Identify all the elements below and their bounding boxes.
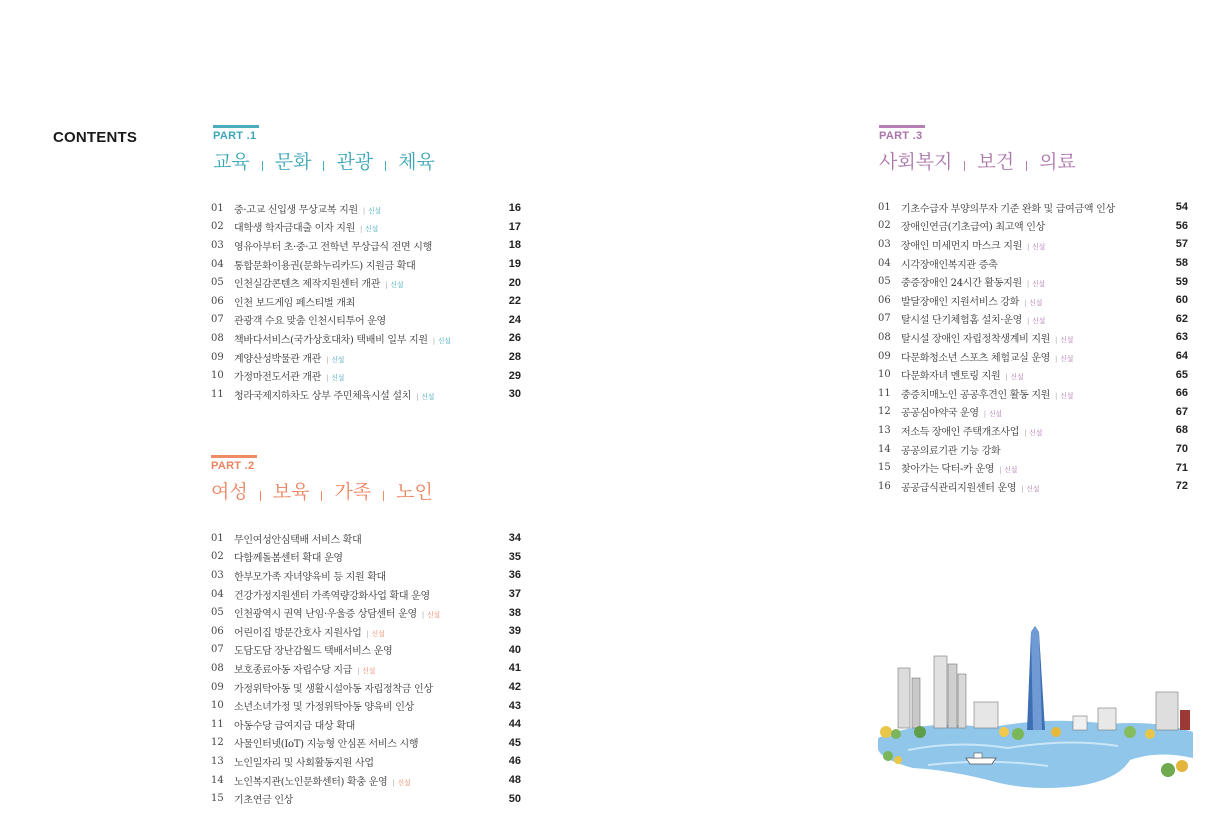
toc-item-page: 37 [508,588,521,601]
toc-item [878,272,1188,291]
toc-item-title [234,219,491,234]
toc-item-number: 11 [878,387,891,399]
part-1-accent-bar [213,125,259,128]
toc-item [211,548,521,567]
toc-item-page: 56 [1175,219,1188,232]
part-2-word-2: 보육 [272,481,310,503]
part-3-word-3: 의료 [1039,151,1076,173]
toc-item-page: 30 [508,388,521,401]
toc-item-title [234,549,491,564]
toc-item-number: 04 [878,257,891,269]
toc-item [211,734,521,753]
new-badge: | 신설 [1027,317,1045,325]
toc-item-title-text: 소년소녀가정 및 가정위탁아동 양육비 인상 [234,702,414,714]
new-badge: | 신설 [392,779,410,787]
toc-item [211,255,521,274]
toc-item-title-text: 노인일자리 및 사회활동지원 사업 [234,757,374,769]
toc-item-number: 04 [211,258,224,270]
toc-item-title-text: 무인여성안심택배 서비스 확대 [234,534,362,546]
toc-item-title-text: 영유아부터 초·중·고 전학년 무상급식 전면 시행 [234,241,432,253]
toc-item-number: 02 [878,220,891,232]
toc-item-title-text: 아동수당 급여지급 대상 확대 [234,720,355,732]
part-title-divider [262,161,263,171]
toc-item-title [901,274,1158,289]
toc-item-title-text: 사물인터넷(IoT) 지능형 안심폰 서비스 시행 [234,739,419,751]
toc-item-title-text: 보호종료아동 자립수당 지급 [234,664,353,676]
toc-item-title-text: 대학생 학자금대출 이자 지원 [234,223,355,235]
part-3-accent-bar [879,125,925,128]
toc-item-page: 54 [1175,201,1188,214]
toc-item-page: 63 [1175,331,1188,344]
toc-item-page: 20 [508,276,521,289]
toc-item [878,347,1188,366]
toc-item-title [901,293,1158,308]
part-2-label: PART .2 [211,460,255,472]
new-badge: | 신설 [1005,373,1023,381]
new-badge: | 신설 [999,466,1017,474]
toc-item [878,328,1188,347]
toc-item [211,678,521,697]
toc-item-title-text: 인천광역시 권역 난임·우울증 상담센터 운영 [234,609,417,621]
toc-item-page: 46 [508,755,521,768]
toc-item-title [234,661,491,676]
toc-item-page: 16 [508,202,521,215]
toc-item-page: 64 [1175,350,1188,363]
toc-item [211,329,521,348]
toc-item-page: 43 [508,699,521,712]
toc-item-number: 13 [211,755,224,767]
toc-item-title [234,312,491,327]
new-badge: | 신설 [363,207,381,215]
toc-item-page: 48 [508,774,521,787]
toc-item-number: 09 [211,351,224,363]
city-skyline-illustration [868,620,1198,795]
new-badge: | 신설 [1021,485,1039,493]
toc-item [878,365,1188,384]
toc-item-title-text: 인천실감콘텐츠 제작지원센터 개관 [234,279,381,291]
toc-item-page: 72 [1175,480,1188,493]
toc-item-title-text: 인천 보드게임 페스티벌 개최 [234,297,355,309]
toc-item-number: 15 [211,793,224,805]
part-2-word-3: 가족 [334,481,372,503]
toc-item-title-text: 장애인 미세먼지 마스크 지원 [901,240,1022,252]
toc-item-page: 66 [1175,387,1188,400]
toc-item-page: 29 [508,369,521,382]
toc-item-title [234,773,491,788]
toc-item [878,235,1188,254]
toc-item-page: 65 [1175,368,1188,381]
toc-item-title-text: 다문화청소년 스포츠 체험교실 운영 [901,352,1051,364]
toc-item-title [234,350,491,365]
toc-item-number: 05 [211,277,224,289]
toc-item-page: 40 [508,643,521,656]
part-1-word-2: 문화 [274,151,312,173]
toc-item-page: 70 [1175,443,1188,456]
toc-item [211,696,521,715]
toc-item [211,752,521,771]
new-badge: | 신설 [366,630,384,638]
toc-item [878,477,1188,496]
toc-item-title-text: 저소득 장애인 주택개조사업 [901,426,1020,438]
part-2-header [211,455,433,504]
toc-item-title [234,257,491,272]
part-3-header [879,125,1076,174]
toc-item-number: 08 [211,662,224,674]
toc-item-title [234,387,491,402]
toc-item [878,254,1188,273]
toc-item-page: 24 [508,313,521,326]
toc-item-title-text: 다문화자녀 멘토링 지원 [901,371,1001,383]
toc-item-number: 01 [878,201,891,213]
new-badge: | 신설 [433,337,451,345]
toc-item-title-text: 시각장애인복지관 증축 [901,259,998,271]
new-badge: | 신설 [422,611,440,619]
toc-item-number: 11 [211,718,224,730]
new-badge: | 신설 [360,225,378,233]
toc-item-number: 09 [878,350,891,362]
toc-item-title-text: 관광객 수요 맞춤 인천시티투어 운영 [234,316,386,328]
toc-item-number: 10 [878,369,891,381]
toc-item-title-text: 공공의료기관 기능 강화 [901,445,1001,457]
toc-item-number: 10 [211,700,224,712]
toc-item-number: 02 [211,221,224,233]
toc-item-title-text: 기초연금 인상 [234,795,294,807]
part-1-word-1: 교육 [213,151,250,173]
new-badge: | 신설 [385,281,403,289]
toc-item-title [901,200,1158,215]
toc-item [878,403,1188,422]
new-badge: | 신설 [1027,280,1045,288]
toc-item-title [901,349,1158,364]
toc-item [878,217,1188,236]
toc-item-title [234,624,491,639]
toc-item-number: 03 [878,238,891,250]
toc-item-number: 16 [878,480,891,492]
toc-item-title [901,460,1158,475]
toc-item-title-text: 공공심야약국 운영 [901,408,979,420]
toc-item-number: 01 [211,532,224,544]
toc-item-number: 05 [211,607,224,619]
toc-item-title-text: 도담도담 장난감월드 택배서비스 운영 [234,646,393,658]
toc-item-number: 06 [878,294,891,306]
toc-item-title [234,605,491,620]
toc-item-title [901,423,1158,438]
toc-item-title [234,294,491,309]
toc-item-page: 26 [508,332,521,345]
toc-item-number: 07 [211,314,224,326]
toc-item-page: 62 [1175,312,1188,325]
new-badge: | 신설 [984,410,1002,418]
toc-item-title-text: 책바다서비스(국가상호대차) 택배비 일부 지원 [234,334,428,346]
new-badge: | 신설 [1024,299,1042,307]
part-title-divider [1026,161,1027,171]
toc-item-title-text: 탈시설 단기체험홈 설치·운영 [901,315,1022,327]
toc-item-title-text: 중증치매노인 공공후견인 활동 지원 [901,389,1051,401]
toc-item [878,310,1188,329]
toc-item-title-text: 건강가정지원센터 가족역량강화사업 확대 운영 [234,590,430,602]
contents-heading: CONTENTS [53,129,138,146]
toc-item-number: 07 [211,644,224,656]
toc-item [878,458,1188,477]
new-badge: | 신설 [357,667,375,675]
toc-item-page: 36 [508,569,521,582]
toc-item-page: 71 [1175,461,1188,474]
toc-item [878,291,1188,310]
toc-item-number: 02 [211,551,224,563]
toc-item [211,292,521,311]
toc-item-title-text: 발달장애인 지원서비스 강화 [901,296,1020,308]
toc-item-page: 22 [508,295,521,308]
new-badge: | 신설 [1055,336,1073,344]
toc-item-title [234,698,491,713]
toc-item-page: 45 [508,736,521,749]
toc-item-number: 09 [211,681,224,693]
toc-item-number: 03 [211,239,224,251]
toc-item [211,529,521,548]
toc-item-title [234,680,491,695]
toc-item-title-text: 한부모가족 자녀양육비 등 지원 확대 [234,571,386,583]
toc-item-title-text: 어린이집 방문간호사 지원사업 [234,627,362,639]
toc-item-title [234,201,491,216]
toc-item [211,585,521,604]
toc-item-title [901,330,1158,345]
part-1-word-3: 관광 [336,151,374,173]
toc-item [211,566,521,585]
new-badge: | 신설 [1024,429,1042,437]
toc-item-title-text: 중증장애인 24시간 활동지원 [901,278,1022,290]
toc-item-page: 59 [1175,275,1188,288]
toc-item-page: 34 [508,532,521,545]
toc-item-title [901,386,1158,401]
toc-item-page: 42 [508,681,521,694]
new-badge: | 신설 [1055,392,1073,400]
toc-item [211,771,521,790]
toc-item-page: 50 [508,792,521,805]
toc-item-page: 17 [508,220,521,233]
toc-item-title [901,237,1158,252]
toc-item-title-text: 가정마전도서관 개관 [234,372,322,384]
toc-item-number: 07 [878,313,891,325]
toc-item-title-text: 탈시설 장애인 자립정착생계비 지원 [901,333,1051,345]
toc-item-title [901,367,1158,382]
part-2-accent-bar [211,455,257,458]
part-3-word-1: 사회복지 [879,151,953,173]
part-3-label: PART .3 [879,130,923,142]
toc-item-title [234,275,491,290]
toc-item-number: 08 [878,331,891,343]
toc-item-title-text: 장애인연금(기초급여) 최고액 인상 [901,222,1046,234]
toc-item-title [901,256,1158,271]
toc-item-number: 14 [878,443,891,455]
toc-item-title [234,238,491,253]
toc-item-title [234,754,491,769]
toc-item-number: 11 [211,388,224,400]
part-3-title [879,147,1076,174]
toc-item-title [234,587,491,602]
new-badge: | 신설 [1055,355,1073,363]
toc-item-title-text: 공공급식관리지원센터 운영 [901,482,1017,494]
toc-item-number: 08 [211,332,224,344]
toc-item [878,421,1188,440]
toc-item [211,715,521,734]
toc-item-page: 44 [508,718,521,731]
new-badge: | 신설 [416,393,434,401]
new-badge: | 신설 [326,374,344,382]
part-title-divider [383,491,384,501]
toc-item-page: 57 [1175,238,1188,251]
toc-item-page: 18 [508,239,521,252]
toc-item [211,641,521,660]
toc-item-title [901,442,1158,457]
toc-item-title [901,479,1158,494]
toc-item [211,622,521,641]
toc-item-page: 35 [508,550,521,563]
part-1-header [213,125,435,174]
toc-item-title-text: 계양산성박물관 개관 [234,353,322,365]
part-title-divider [385,161,386,171]
toc-item [211,789,521,808]
part-title-divider [964,161,965,171]
toc-item-page: 39 [508,625,521,638]
toc-item-title [234,735,491,750]
toc-item-page: 67 [1175,405,1188,418]
toc-item-title [234,642,491,657]
toc-item [878,384,1188,403]
toc-item-number: 10 [211,370,224,382]
toc-item [878,198,1188,217]
toc-item [211,348,521,367]
toc-item-title [901,311,1158,326]
toc-item-title-text: 찾아가는 닥터-카 운영 [901,464,995,476]
toc-item-number: 14 [211,774,224,786]
toc-item-title [234,368,491,383]
part-title-divider [260,491,261,501]
part-title-divider [321,491,322,501]
toc-item-title-text: 노인복지관(노인문화센터) 확충 운영 [234,776,388,788]
toc-item-title-text: 기초수급자 부양의무자 기준 완화 및 급여금액 인상 [901,203,1115,215]
toc-item-number: 06 [211,625,224,637]
part-1-word-4: 체육 [398,151,435,173]
part-2-toc-list [211,529,521,808]
toc-item-title-text: 통합문화이용권(문화누리카드) 지원금 확대 [234,260,416,272]
toc-item-page: 68 [1175,424,1188,437]
toc-item-number: 06 [211,295,224,307]
toc-item [211,218,521,237]
toc-item-page: 38 [508,606,521,619]
part-2-word-4: 노인 [396,481,433,503]
toc-item-number: 13 [878,424,891,436]
toc-item [211,311,521,330]
toc-item-title-text: 다함께돌봄센터 확대 운영 [234,553,343,565]
toc-item-title-text: 중·고교 신입생 무상교복 지원 [234,204,358,216]
toc-item-number: 12 [878,406,891,418]
toc-item-title [234,331,491,346]
part-2-word-1: 여성 [211,481,248,503]
toc-item-number: 03 [211,569,224,581]
toc-item-number: 12 [211,737,224,749]
new-badge: | 신설 [1027,243,1045,251]
toc-item-title [901,404,1158,419]
toc-item [211,273,521,292]
part-2-title [211,477,433,504]
part-1-title [213,147,435,174]
toc-item [211,659,521,678]
toc-item [211,366,521,385]
toc-item-page: 19 [508,258,521,271]
toc-item [211,385,521,404]
toc-item-page: 41 [508,662,521,675]
toc-item [211,236,521,255]
toc-item-page: 58 [1175,257,1188,270]
toc-item-number: 15 [878,462,891,474]
toc-item [211,603,521,622]
toc-item [878,440,1188,459]
toc-item-number: 05 [878,276,891,288]
part-1-toc-list [211,199,521,404]
toc-item-number: 04 [211,588,224,600]
toc-item-title [234,717,491,732]
part-3-word-2: 보건 [977,151,1015,173]
part-3-toc-list [878,198,1188,496]
toc-item-title [234,531,491,546]
part-1-label: PART .1 [213,130,257,142]
new-badge: | 신설 [326,356,344,364]
part-title-divider [323,161,324,171]
toc-item-title-text: 청라국제지하차도 상부 주민체육시설 설치 [234,390,412,402]
toc-item-number: 01 [211,202,224,214]
toc-item-title [234,568,491,583]
toc-item-title [901,218,1158,233]
toc-item-page: 28 [508,351,521,364]
toc-item-page: 60 [1175,294,1188,307]
toc-item-title [234,791,491,806]
toc-item-title-text: 가정위탁아동 및 생활시설아동 자립정착금 인상 [234,683,433,695]
toc-item [211,199,521,218]
